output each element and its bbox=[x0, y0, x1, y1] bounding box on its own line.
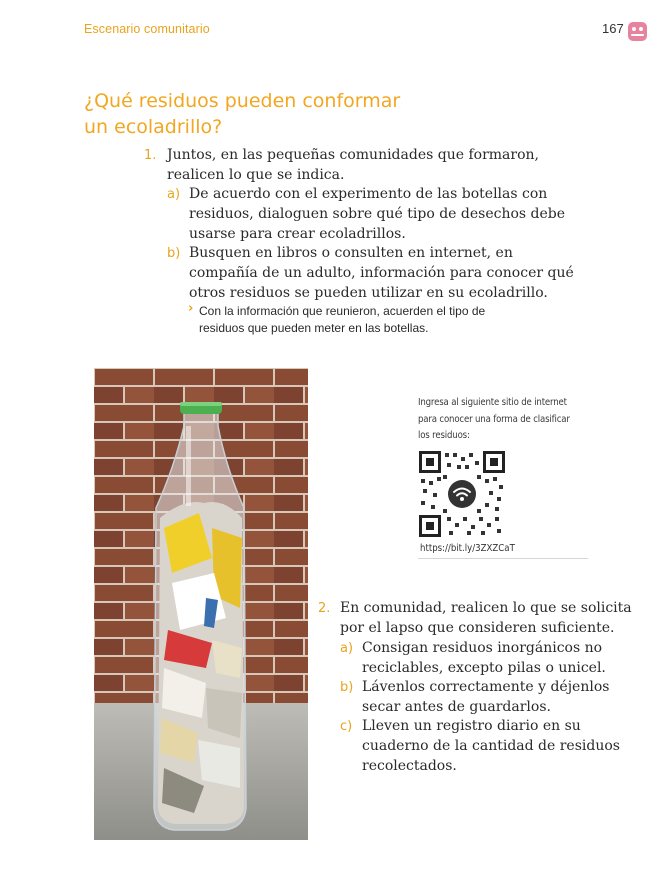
activity-1-bullet: Con la información que reunieron, acuerden el tipo de residuos que pueden meter en las botellas. bbox=[199, 304, 486, 335]
item-marker: b) bbox=[167, 246, 181, 261]
section-header: Escenario comunitario bbox=[84, 22, 210, 36]
activity-1-item-a: De acuerdo con el experimento de las botellas con residuos, dialoguen sobre qué tipo de desechos debe usarse para crear ecoladrillos. bbox=[189, 186, 566, 242]
section-badge-icon bbox=[628, 22, 647, 41]
activity-2-item-a: Consigan residuos inorgánicos no reciclables, excepto pilas o unicel. bbox=[362, 640, 606, 676]
activity-1-item-b: Busquen en libros o consulten en internet, en compañía de un adulto, información para conocer qué otros residuos se pueden utilizar en su ecoladrillo. bbox=[189, 245, 574, 301]
activity-2-item-b: Lávenlos correctamente y déjenlos secar antes de guardarlos. bbox=[362, 679, 610, 715]
bullet-marker: › bbox=[188, 301, 194, 316]
ecobrick-bottle-photo bbox=[94, 368, 308, 840]
item-marker: b) bbox=[340, 680, 354, 695]
divider bbox=[418, 558, 588, 559]
activity-1-text: Juntos, en las pequeñas comunidades que formaron, realicen lo que se indica. bbox=[167, 147, 539, 183]
item-marker: a) bbox=[340, 641, 354, 656]
qr-code-icon[interactable] bbox=[419, 451, 505, 537]
qr-url-link[interactable]: https://bit.ly/3ZXZCaT bbox=[420, 543, 515, 554]
activity-2-item-c: Lleven un registro diario en su cuaderno de la cantidad de residuos recolectados. bbox=[362, 718, 620, 774]
page-title: ¿Qué residuos pueden conformar un ecoladrillo? bbox=[84, 90, 401, 138]
item-marker: c) bbox=[340, 719, 353, 734]
activity-2-text: En comunidad, realicen lo que se solicita por el lapso que consideren suficiente. bbox=[340, 600, 632, 636]
qr-instructions: Ingresa al siguiente sitio de internet para conocer una forma de clasificar los residuos: bbox=[418, 397, 570, 441]
activity-number: 1. bbox=[144, 148, 157, 163]
activity-number: 2. bbox=[318, 601, 331, 616]
item-marker: a) bbox=[167, 187, 181, 202]
page-number: 167 bbox=[602, 21, 624, 36]
